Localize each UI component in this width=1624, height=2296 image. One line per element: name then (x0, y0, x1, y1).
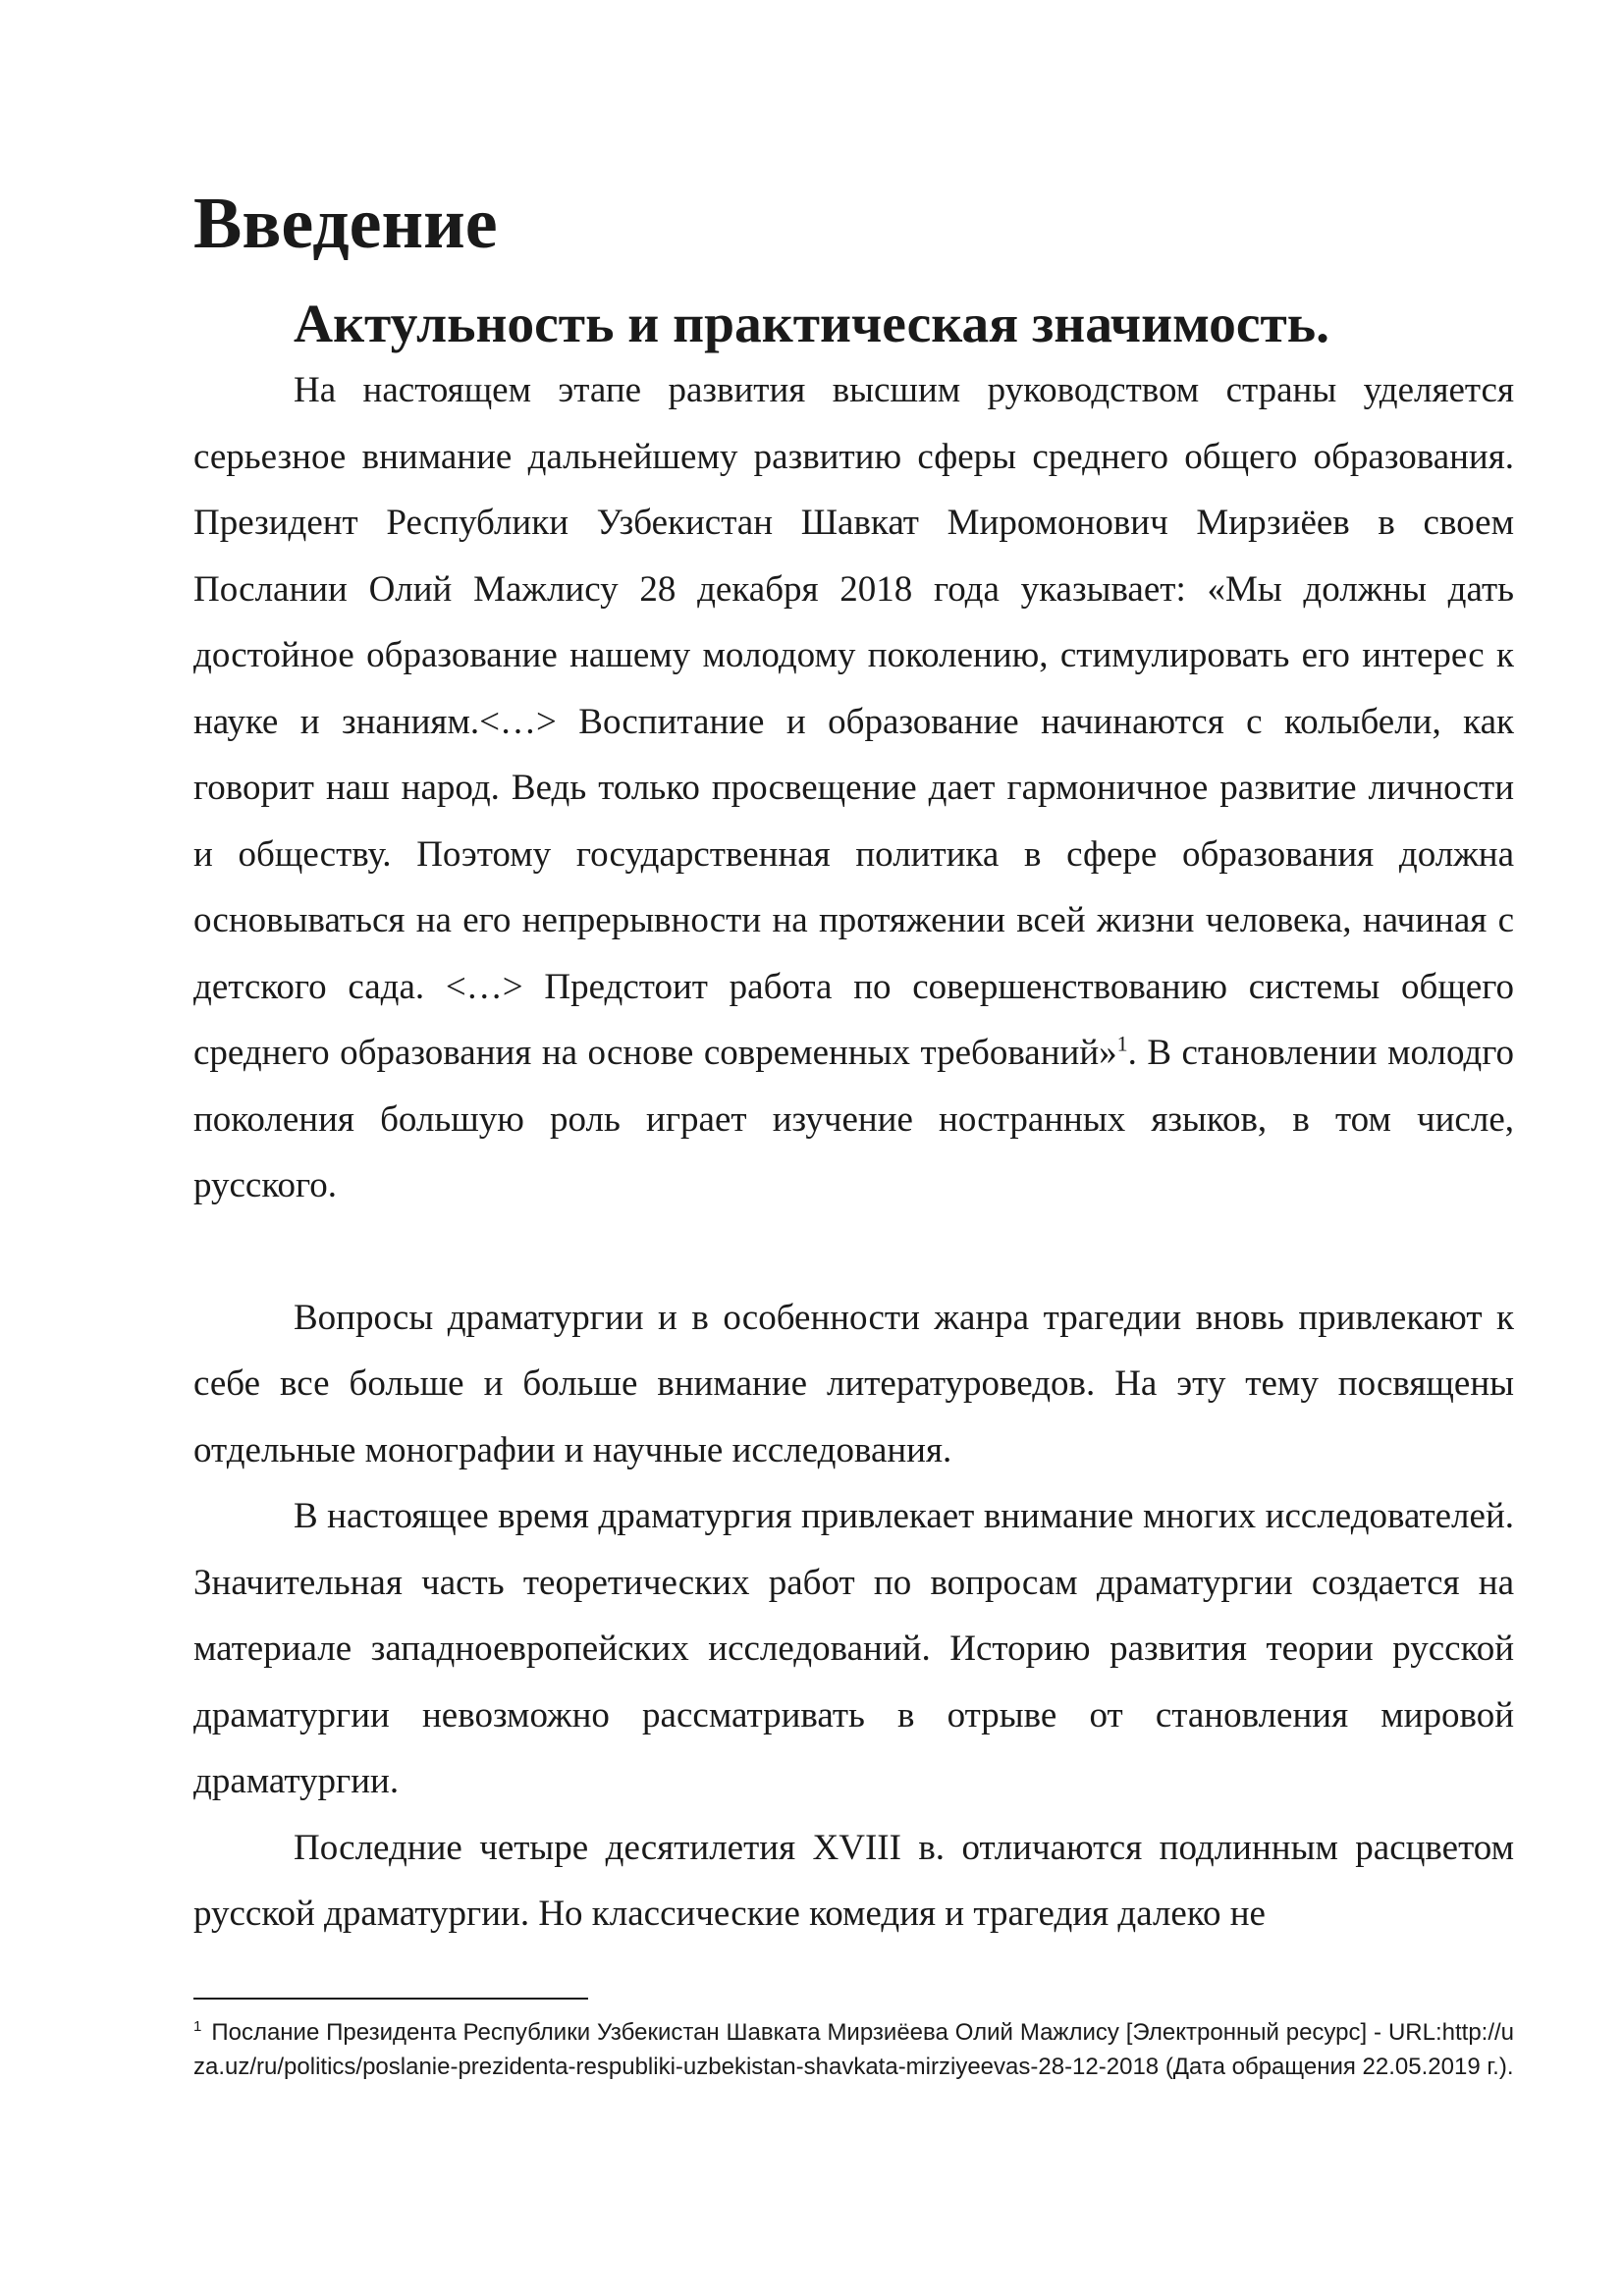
footnote (193, 2015, 1514, 2084)
page-title: Введение (193, 184, 498, 264)
footnote-divider (193, 1998, 588, 2000)
document-body (193, 184, 1514, 1948)
footnote-text: Послание Президента Республики Узбекистан Шавката Мирзиёева Олий Мажлису [Электронный ресурс] - (211, 2019, 1382, 2046)
footnote-access-date: (Дата обращения 22.05.2019 г.). (1164, 2054, 1514, 2080)
paragraph-drama-research: В настоящее время драматургия привлекает внимание многих исследователей. Значительная часть теоретических работ по вопросам драматургии создается на материале западноевропейских исследований. Историю развития теории русской драматургии невозможно рассматривать в отрыве от становления мировой драматургии. (193, 1496, 1514, 1801)
paragraph-drama-questions: Вопросы драматургии и в особенности жанра трагедии вновь привлекают к себе все больше и больше внимание литературоведов. На эту тему посвящены отдельные монографии и научные исследования. (193, 1297, 1514, 1470)
paragraph-18th-century: Последние четыре десятилетия XVIII в. отличаются подлинным расцветом русской драматургии. Но классические комедия и трагедия далеко не (193, 1827, 1514, 1934)
footnote-reference: 1 (1116, 1031, 1128, 1056)
footnote-number: 1 (193, 2018, 202, 2035)
footnote-url: URL:http://uza.uz/ru/politics/poslanie-prezidenta-respubliki-uzbekistan-shavkata-mirziyeevas-28-12-2018 (193, 2019, 1515, 2080)
paragraph-text: На настоящем этапе развития высшим руководством страны уделяется серьезное внимание дальнейшему развитию сферы среднего общего образования. Президент Республики Узбекистан Шавкат Миромонович Мирзиёев в своем Послании Олий Мажлису 28 декабря 2018 года указывает: «Мы должны дать достойное образование нашему молодому поколению, стимулировать его интерес к науке и знаниям.<…> Воспитание и образование начинаются с колыбели, как говорит наш народ. Ведь только просвещение дает гармоничное развитие личности и обществу. Поэтому государственная политика в сфере образования должна основываться на его непрерывности на протяжении всей жизни человека, начиная с детского сада. <…> Предстоит работа по совершенствованию системы общего среднего образования на основе современных требований» (193, 370, 1514, 1073)
section-subheading: Актульность и практическая значимость. (294, 294, 1330, 354)
paragraph-text-continued: . В становлении молодго поколения большую роль играет изучение ностранных языков, в том числе, русского. (193, 1033, 1514, 1205)
paragraph-relevance (193, 357, 1514, 1219)
